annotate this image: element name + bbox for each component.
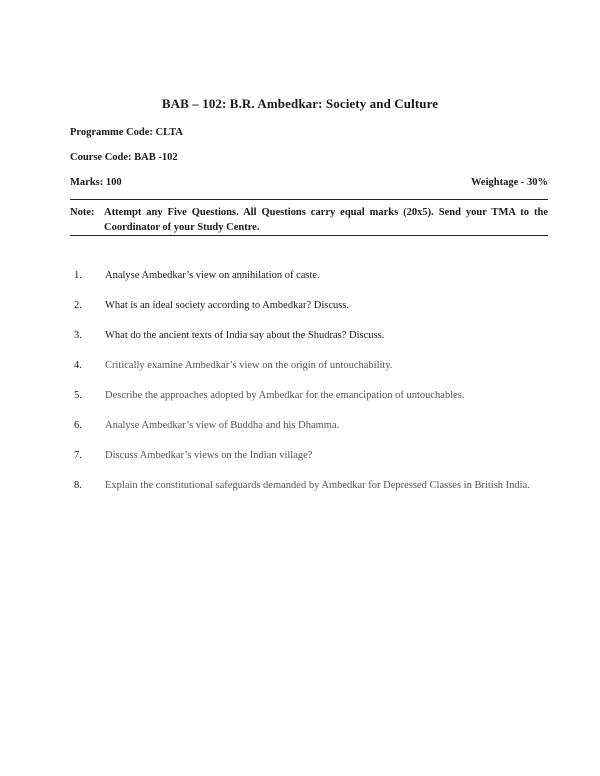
question-item	[70, 329, 548, 343]
question-item	[70, 389, 548, 403]
note-top-divider	[70, 199, 548, 200]
question-text: What do the ancient texts of India say about the Shudras? Discuss.	[105, 330, 385, 341]
question-item	[70, 299, 548, 313]
question-number: 5.	[74, 390, 82, 401]
note-text: Attempt any Five Questions. All Questions carry equal marks (20x5). Send your TMA to the Coordinator of your Study Centre.	[104, 207, 548, 233]
question-list	[70, 269, 548, 509]
question-text: Analyse Ambedkar’s view of Buddha and his Dhamma.	[105, 420, 340, 431]
question-number: 6.	[74, 420, 82, 431]
weightage: Weightage - 30%	[471, 177, 548, 188]
question-text: What is an ideal society according to Ambedkar? Discuss.	[105, 300, 350, 311]
question-item	[70, 449, 548, 463]
question-number: 8.	[74, 480, 82, 491]
question-text: Describe the approaches adopted by Ambedkar for the emancipation of untouchables.	[105, 390, 465, 401]
question-item	[70, 479, 548, 493]
course-code: Course Code: BAB -102	[70, 152, 178, 163]
marks: Marks: 100	[70, 177, 122, 188]
question-text: Discuss Ambedkar’s views on the Indian village?	[105, 450, 313, 461]
question-text: Analyse Ambedkar’s view on annihilation of caste.	[105, 270, 320, 281]
question-number: 7.	[74, 450, 82, 461]
note-bottom-divider	[70, 235, 548, 236]
question-item	[70, 419, 548, 433]
question-text: Explain the constitutional safeguards demanded by Ambedkar for Depressed Classes in British India.	[105, 480, 530, 491]
instructions-note	[70, 205, 548, 235]
question-item	[70, 359, 548, 373]
question-number: 4.	[74, 360, 82, 371]
question-item	[70, 269, 548, 283]
programme-code: Programme Code: CLTA	[70, 127, 183, 138]
question-number: 1.	[74, 270, 82, 281]
page-title: BAB – 102: B.R. Ambedkar: Society and Culture	[161, 96, 439, 111]
note-label: Note:	[70, 207, 95, 218]
question-number: 3.	[74, 330, 82, 341]
question-number: 2.	[74, 300, 82, 311]
question-text: Critically examine Ambedkar’s view on the origin of untouchability.	[105, 360, 393, 371]
